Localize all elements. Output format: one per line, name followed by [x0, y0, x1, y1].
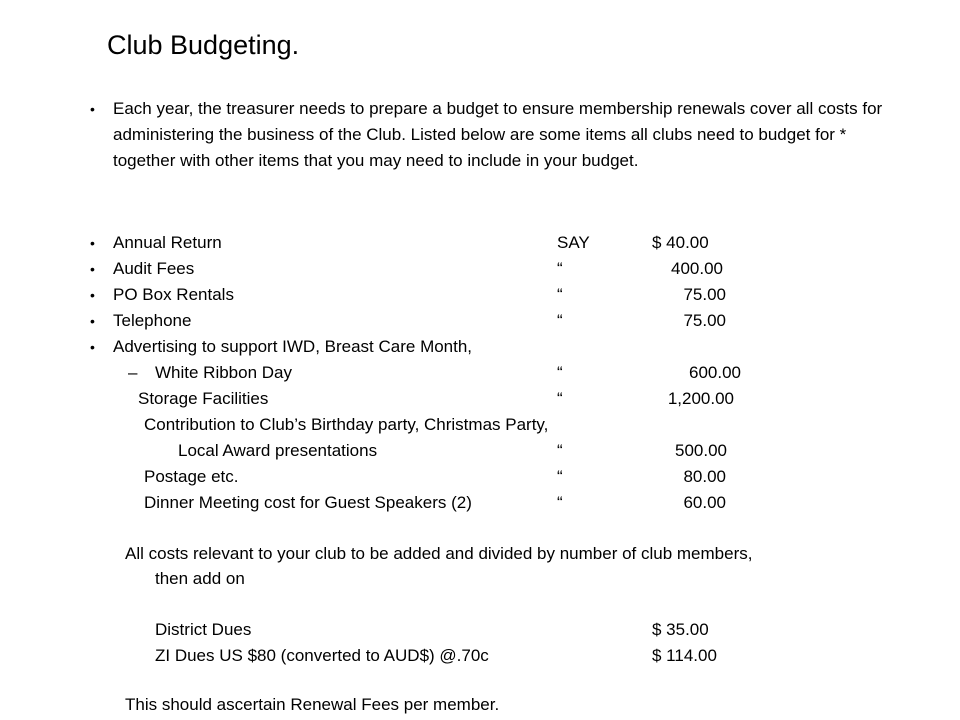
item-label: Telephone: [113, 311, 192, 330]
item-amount: 500.00: [675, 441, 727, 460]
item-amount: $ 40.00: [652, 233, 709, 252]
ditto-mark: “: [557, 259, 563, 278]
item-amount: 80.00: [683, 467, 726, 486]
item-amount: 75.00: [683, 285, 726, 304]
item-label: Annual Return: [113, 233, 222, 252]
item-amount: 75.00: [683, 311, 726, 330]
ditto-mark: “: [557, 311, 563, 330]
dues-amount: $ 114.00: [652, 646, 717, 665]
slide-title: Club Budgeting.: [107, 30, 300, 60]
say-label: SAY: [557, 233, 590, 252]
item-label: PO Box Rentals: [113, 285, 234, 304]
item-label: Local Award presentations: [178, 441, 378, 460]
dues-label: District Dues: [155, 620, 252, 639]
dash-icon: –: [128, 363, 138, 382]
note-line: All costs relevant to your club to be added and divided by number of club members,: [125, 544, 753, 563]
ditto-mark: “: [557, 441, 563, 460]
item-amount: 600.00: [689, 363, 741, 382]
bullet-icon: •: [90, 101, 95, 117]
item-amount: 1,200.00: [667, 389, 734, 408]
ditto-mark: “: [557, 389, 563, 408]
item-amount: 400.00: [671, 259, 723, 278]
note-line: then add on: [155, 569, 245, 588]
item-label: Advertising to support IWD, Breast Care Month,: [113, 337, 473, 356]
item-label: Audit Fees: [113, 259, 195, 278]
closing-note: This should ascertain Renewal Fees per member.: [125, 695, 500, 714]
item-label: Contribution to Club’s Birthday party, Christmas Party,: [144, 415, 549, 434]
intro-paragraph: Each year, the treasurer needs to prepare a budget to ensure membership renewals cover all costs for administering the business of the Club. Listed below are some items all clubs need to budget for * together with other items that you may need to include in your budget.: [113, 99, 883, 170]
item-label: Storage Facilities: [138, 389, 269, 408]
bullet-icon: •: [90, 261, 95, 277]
bullet-icon: •: [90, 313, 95, 329]
ditto-mark: “: [557, 493, 563, 512]
item-amount: 60.00: [683, 493, 726, 512]
item-label: Dinner Meeting cost for Guest Speakers (2): [144, 493, 472, 512]
ditto-mark: “: [557, 285, 563, 304]
bullet-icon: •: [90, 339, 95, 355]
dues-label: ZI Dues US $80 (converted to AUD$) @.70c: [155, 646, 489, 665]
item-label: White Ribbon Day: [155, 363, 293, 382]
dues-amount: $ 35.00: [652, 620, 709, 639]
item-label: Postage etc.: [144, 467, 239, 486]
ditto-mark: “: [557, 467, 563, 486]
bullet-icon: •: [90, 287, 95, 303]
bullet-icon: •: [90, 235, 95, 251]
ditto-mark: “: [557, 363, 563, 382]
